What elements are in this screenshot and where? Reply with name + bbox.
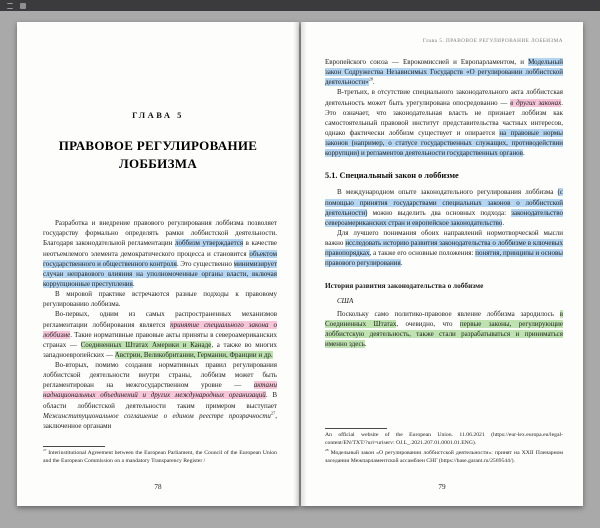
body-paragraph: Во-вторых, помимо создания нормативных правил регулирования лоббистской деятельности внутри страны, лоббизм может быть регламентирован на межгосударственном уровне — актами наднациональных объединений и других международных организаций. В области лоббистской деятельности таким примером выступает Межинституциональное соглашение о едином реестре прозрачности$^{27}$, заключенное органами — [43, 361, 277, 430]
body-paragraph: В мировой практике встречаются разные подходы к правовому регулированию лоббизма. — [43, 290, 277, 309]
footnote-rule — [325, 428, 387, 429]
country-heading: США — [337, 296, 354, 305]
body-paragraph: Во-первых, одним из самых распространенных механизмов регламентации лоббирования является принятие специального закона о лоббизме. Такие нормативные правовые акты приняты в североамериканских странах — Соединенных Штатах Америки и Канаде, а также во многих западноевропейских — Австрии, Великобритании, Германии, Франции и др. — [43, 310, 277, 359]
page-number-right: 79 — [438, 483, 446, 491]
chapter-title-line2: ЛОББИЗМА — [118, 155, 198, 171]
page-body — [43, 218, 277, 431]
page-left[interactable] — [17, 22, 299, 506]
body-paragraph: Для лучшего понимания обоих направлений нормотворческой мысли важно исследовать историю развития законодательства о лоббизме в ключевых правопорядках, а также его основные положения: понятия, принципы и основы правового регулирования. — [325, 228, 563, 268]
footnote-27: $^{27}$ Interinstitutional Agreement between the European Parliament, the Council of the European Union and the European Commission on a mandatory Transparency Register / — [43, 448, 277, 465]
footnote-block — [43, 446, 277, 468]
body-paragraph: В-третьих, в отсутствие специального законодательного акта лоббистская деятельность может быть урегулирована опосредованно — в других законах. Это означает, что законодательная власть не признает лоббизм как самостоятельный правовой институт представительства частных интересов, однако фактически лоббизм существует и опирается на правовые нормы законов (например, о статусе государственных служащих, противодействии коррупции) и регламентов деятельности государственных органов. — [325, 88, 563, 158]
page-body — [325, 57, 563, 349]
chapter-title-line1: ПРАВОВОЕ РЕГУЛИРОВАНИЕ — [58, 138, 258, 153]
body-paragraph: Европейского союза — Еврокомиссией и Европарламентом, и Модельный закон Содружества Независимых Государств «О регулировании лоббистской деятельности»$^{28}$. — [325, 58, 563, 87]
chapter-title — [17, 137, 299, 172]
viewer-topbar — [0, 0, 600, 11]
footnote-block — [325, 428, 563, 468]
book-spread — [17, 22, 583, 506]
chapter-label: ГЛАВА 5 — [132, 110, 184, 120]
body-paragraph: Поскольку само политико-правовое явление лоббизма зародилось в Соединенных Штатах, очевидно, что первые законы, регулирующие лоббистскую деятельность, также стали разрабатываться и приниматься именно здесь. — [325, 309, 564, 348]
footnote-28: $^{28}$ Модельный закон «О регулировании лоббистской деятельности»: принят на XXII Пленарном заседании Межпарламентской ассамблеи СНГ (https://base.garant.ru/2569544/). — [325, 448, 563, 465]
menu-icon[interactable] — [7, 3, 13, 9]
thumbnails-icon[interactable] — [20, 3, 26, 9]
footnote-rule — [43, 446, 105, 447]
page-right[interactable] — [301, 22, 583, 506]
body-paragraph: Разработка и внедрение правового регулирования лоббизма позволяет государству формально определять рамки лоббистской деятельности. Благодаря законодательной регламентации лоббизм утверждается в качестве неотъемлемого элемента демократического процесса и становится объектом государственного и общественного контроля. Это существенно минимизирует случаи неправового влияния на уполномоченные органы власти, включая коррупционные преступления. — [43, 219, 278, 288]
running-header: Глава 5. ПРАВОВОЕ РЕГУЛИРОВАНИЕ ЛОББИЗМА — [422, 38, 563, 44]
footnote-27-continuation: An official website of the European Union. 11.06.2021 (https://eur-lex.europa.eu/legal-content/EN/TXT/?uri=uriserv: OJ.L_.2021.207.01.0001.01.ENG). — [325, 432, 563, 447]
subsection-heading: История развития законодательства о лоббизме — [325, 280, 484, 290]
page-number-left: 78 — [154, 483, 162, 491]
section-heading: 5.1. Специальный закон о лоббизме — [325, 171, 459, 181]
chapter-head — [17, 110, 299, 172]
body-paragraph: В международном опыте законодательного регулирования лоббизма (с помощью принятия государствами специальных законов о лоббистской деятельности) можно выделить два основных подхода: законодательство североамериканских стран и европейское законодательство. — [325, 188, 563, 227]
